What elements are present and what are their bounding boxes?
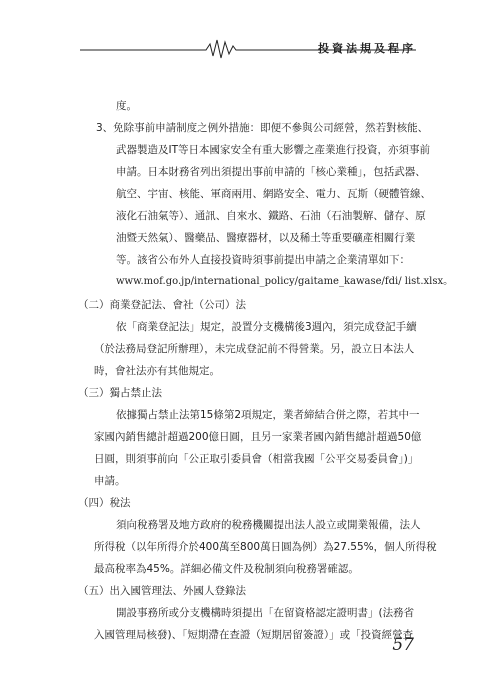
section-heading: （五）出入國管理法、外國人登錄法 <box>78 585 246 597</box>
section-heading: （四）稅法 <box>78 497 131 509</box>
body-line: 申請。日本財務省列出須提出事前申請的「核心業種」，包括武器、 <box>116 166 426 178</box>
section-heading: （二）商業登記法、會社（公司）法 <box>78 299 246 311</box>
url-line: www.mof.go.jp/international_policy/gaitame_kawase/fdi/ list.xlsx。 <box>116 276 454 287</box>
body-line: 入國管理局核發)、「短期滯在查證（短期居留簽證）」或「投資經營查 <box>94 629 414 641</box>
header-title: 投資法規及程序 <box>318 42 416 55</box>
body-line: 度。 <box>116 100 137 112</box>
heartbeat-rule-icon <box>0 0 480 70</box>
body-line: 開設事務所或分支機構時須提出「在留資格認定證明書」(法務省 <box>116 607 415 619</box>
body-line: 最高稅率為45%。詳細必備文件及稅制須向稅務署確認。 <box>94 563 359 575</box>
body-line: 申請。 <box>94 475 126 487</box>
body-line: 液化石油氣等）、通訊、自來水、鐵路、石油（石油製解、儲存、原 <box>116 210 426 222</box>
body-line: 航空、宇宙、核能、軍商兩用、網路安全、電力、瓦斯（硬體管線、 <box>116 188 431 200</box>
body-line: 油暨天然氣）、醫藥品、醫療器材，以及稀土等重要礦產相關行業 <box>116 232 416 244</box>
page-number: 57 <box>392 635 414 655</box>
body-line: 須向稅務署及地方政府的稅務機關提出法人設立或開業報備，法人 <box>116 519 421 531</box>
body-line: 等。該省公布外人直接投資時須事前提出申請之企業清單如下： <box>116 254 410 266</box>
body-line: 時，會社法亦有其他規定。 <box>94 365 220 377</box>
body-line: 家國內銷售總計超過200億日圓，且另一家業者國內銷售總計超過50億 <box>94 431 422 443</box>
body-line: 所得稅（以年所得介於400萬至800萬日圓為例）為27.55%，個人所得稅 <box>94 541 437 553</box>
body-line: （於法務局登記所辦理），未完成登記前不得營業。另，設立日本法人 <box>94 343 415 355</box>
body-line: 武器製造及IT等日本國家安全有重大影響之產業進行投資，亦須事前 <box>116 144 431 156</box>
body-line: 依據獨占禁止法第15條第2項規定，業者締結合併之際，若其中一 <box>116 409 420 421</box>
body-line: 日圓，則須事前向「公正取引委員會（相當我國「公平交易委員會」)」 <box>94 453 419 465</box>
body-line: 3、免除事前申請制度之例外措施：即便不參與公司經營，然若對核能、 <box>96 122 429 134</box>
section-heading: （三）獨占禁止法 <box>78 387 162 399</box>
running-header <box>0 0 480 70</box>
body-line: 依「商業登記法」規定，設置分支機構後3週內，須完成登記手續 <box>116 321 417 333</box>
